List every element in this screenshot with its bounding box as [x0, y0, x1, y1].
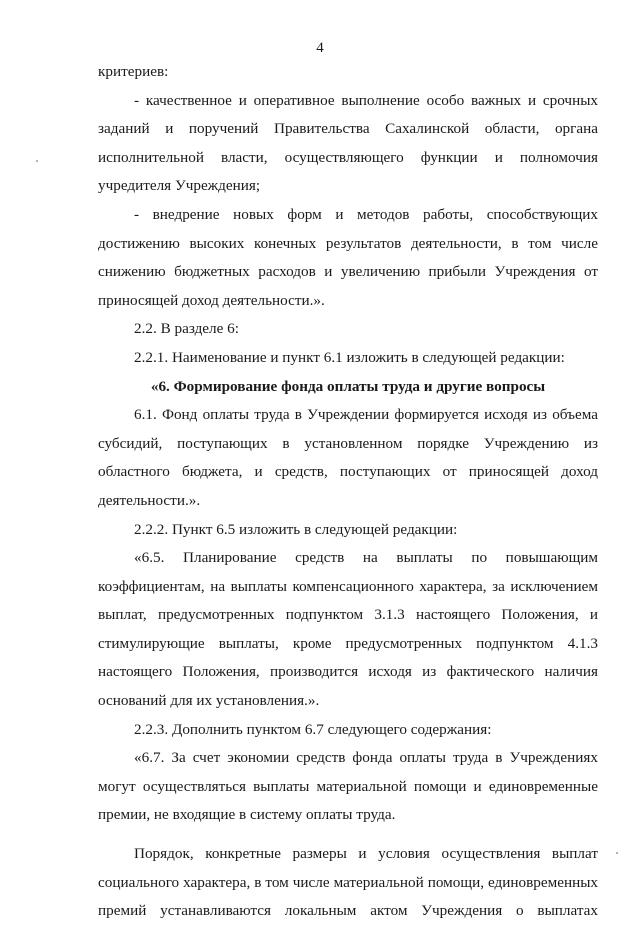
paragraph-criterion-1: - качественное и оперативное выполнение особо важных и срочных заданий и поручений Правительства Сахалинской области, органа исполнительной власти, осуществляющего функции и полномочия учредителя Учреждения;: [98, 91, 598, 195]
paragraph-clause-6-1: 6.1. Фонд оплаты труда в Учреждении формируется исходя из объема субсидий, поступающих в установленном порядке Учреждению из областного бюджета, и средств, поступающих от приносящей доход деятельности.».: [98, 406, 598, 509]
scan-speck: [616, 852, 618, 854]
paragraph-continuation: критериев:: [98, 63, 169, 80]
paragraph-clause-6-5: «6.5. Планирование средств на выплаты по повышающим коэффициентам, на выплаты компенсационного характера, за исключением выплат, предусмотренных подпунктом 3.1.3 настоящего Положения, и стимулирующие выплаты, кроме предусмотренных подпунктом 4.1.3 настоящего Положения, производится исходя из фактического наличия оснований для их установления.».: [98, 549, 598, 710]
paragraph-clause-2-2: 2.2. В разделе 6:: [134, 320, 239, 338]
paragraph-clause-2-2-1: 2.2.1. Наименование и пункт 6.1 изложить в следующей редакции:: [134, 348, 565, 366]
paragraph-procedure: Порядок, конкретные размеры и условия осуществления выплат социального характера, в том числе материальной помощи, единовременных премий устанавливаются локальным актом Учреждения о выплатах: [98, 845, 598, 920]
section-heading: «6. Формирование фонда оплаты труда и другие вопросы: [150, 377, 546, 395]
scan-speck: [36, 160, 38, 162]
page-number: 4: [316, 40, 324, 56]
document-body: [98, 58, 598, 926]
paragraph-clause-2-2-3: 2.2.3. Дополнить пунктом 6.7 следующего содержания:: [134, 720, 492, 738]
paragraph-criterion-2: - внедрение новых форм и методов работы, способствующих достижению высоких конечных результатов деятельности, в том числе снижению бюджетных расходов и увеличению прибыли Учреждения от приносящей доход деятельности.».: [98, 205, 598, 309]
paragraph-clause-6-7: «6.7. За счет экономии средств фонда оплаты труда в Учреждениях могут осуществляться выплаты материальной помощи и единовременные премии, не входящие в систему оплаты труда.: [98, 749, 598, 824]
paragraph-clause-2-2-2: 2.2.2. Пункт 6.5 изложить в следующей редакции:: [134, 520, 458, 538]
